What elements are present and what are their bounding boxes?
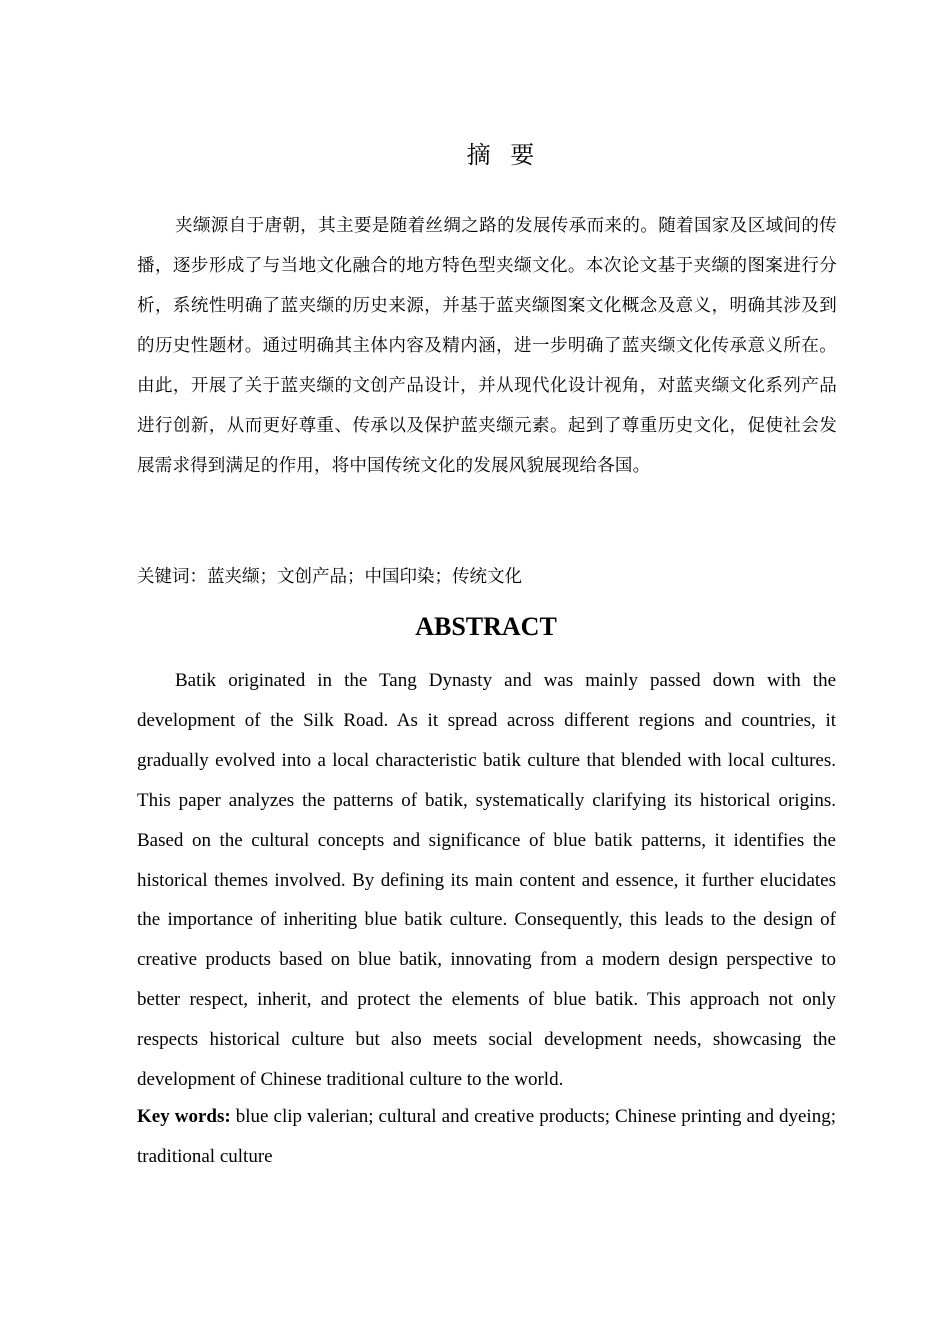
english-abstract-body: Batik originated in the Tang Dynasty and was mainly passed down with the development of the Silk Road. As it spread across different regions and countries, it gradually evolved into a local characteristic batik culture that blended with local cultures. This paper analyzes the patterns of batik, systematically clarifying its historical origins. Based on the cultural concepts and significance of blue batik patterns, it identifies the historical themes involved. By defining its main content and essence, it further elucidates the importance of inheriting blue batik culture. Consequently, this leads to the design of creative products based on blue batik, innovating from a modern design perspective to better respect, inherit, and protect the elements of blue batik. This approach not only respects historical culture but also meets social development needs, showcasing the development of Chinese traditional culture to the world. <box>137 670 836 1091</box>
english-abstract-title: ABSTRACT <box>415 612 557 641</box>
english-keywords <box>137 1097 836 1177</box>
chinese-abstract-title: 摘 要 <box>466 141 541 169</box>
chinese-abstract-body: 夹缬源自于唐朝，其主要是随着丝绸之路的发展传承而来的。随着国家及区域间的传播，逐步形成了与当地文化融合的地方特色型夹缬文化。本次论文基于夹缬的图案进行分析，系统性明确了蓝夹缬的历史来源，并基于蓝夹缬图案文化概念及意义，明确其涉及到的历史性题材。通过明确其主体内容及精内涵，进一步明确了蓝夹缬文化传承意义所在。由此，开展了关于蓝夹缬的文创产品设计，并从现代化设计视角，对蓝夹缬文化系列产品进行创新，从而更好尊重、传承以及保护蓝夹缬元素。起到了尊重历史文化，促使社会发展需求得到满足的作用，将中国传统文化的发展风貌展现给各国。 <box>137 216 837 476</box>
chinese-keywords-label: 关键词： <box>137 567 207 587</box>
chinese-keywords-text: 蓝夹缬；文创产品；中国印染；传统文化 <box>207 567 522 587</box>
english-keywords-text: blue clip valerian; cultural and creative products; Chinese printing and dyeing; traditional culture <box>137 1106 836 1167</box>
english-keywords-label: Key words: <box>137 1106 231 1127</box>
chinese-keywords <box>137 561 837 592</box>
